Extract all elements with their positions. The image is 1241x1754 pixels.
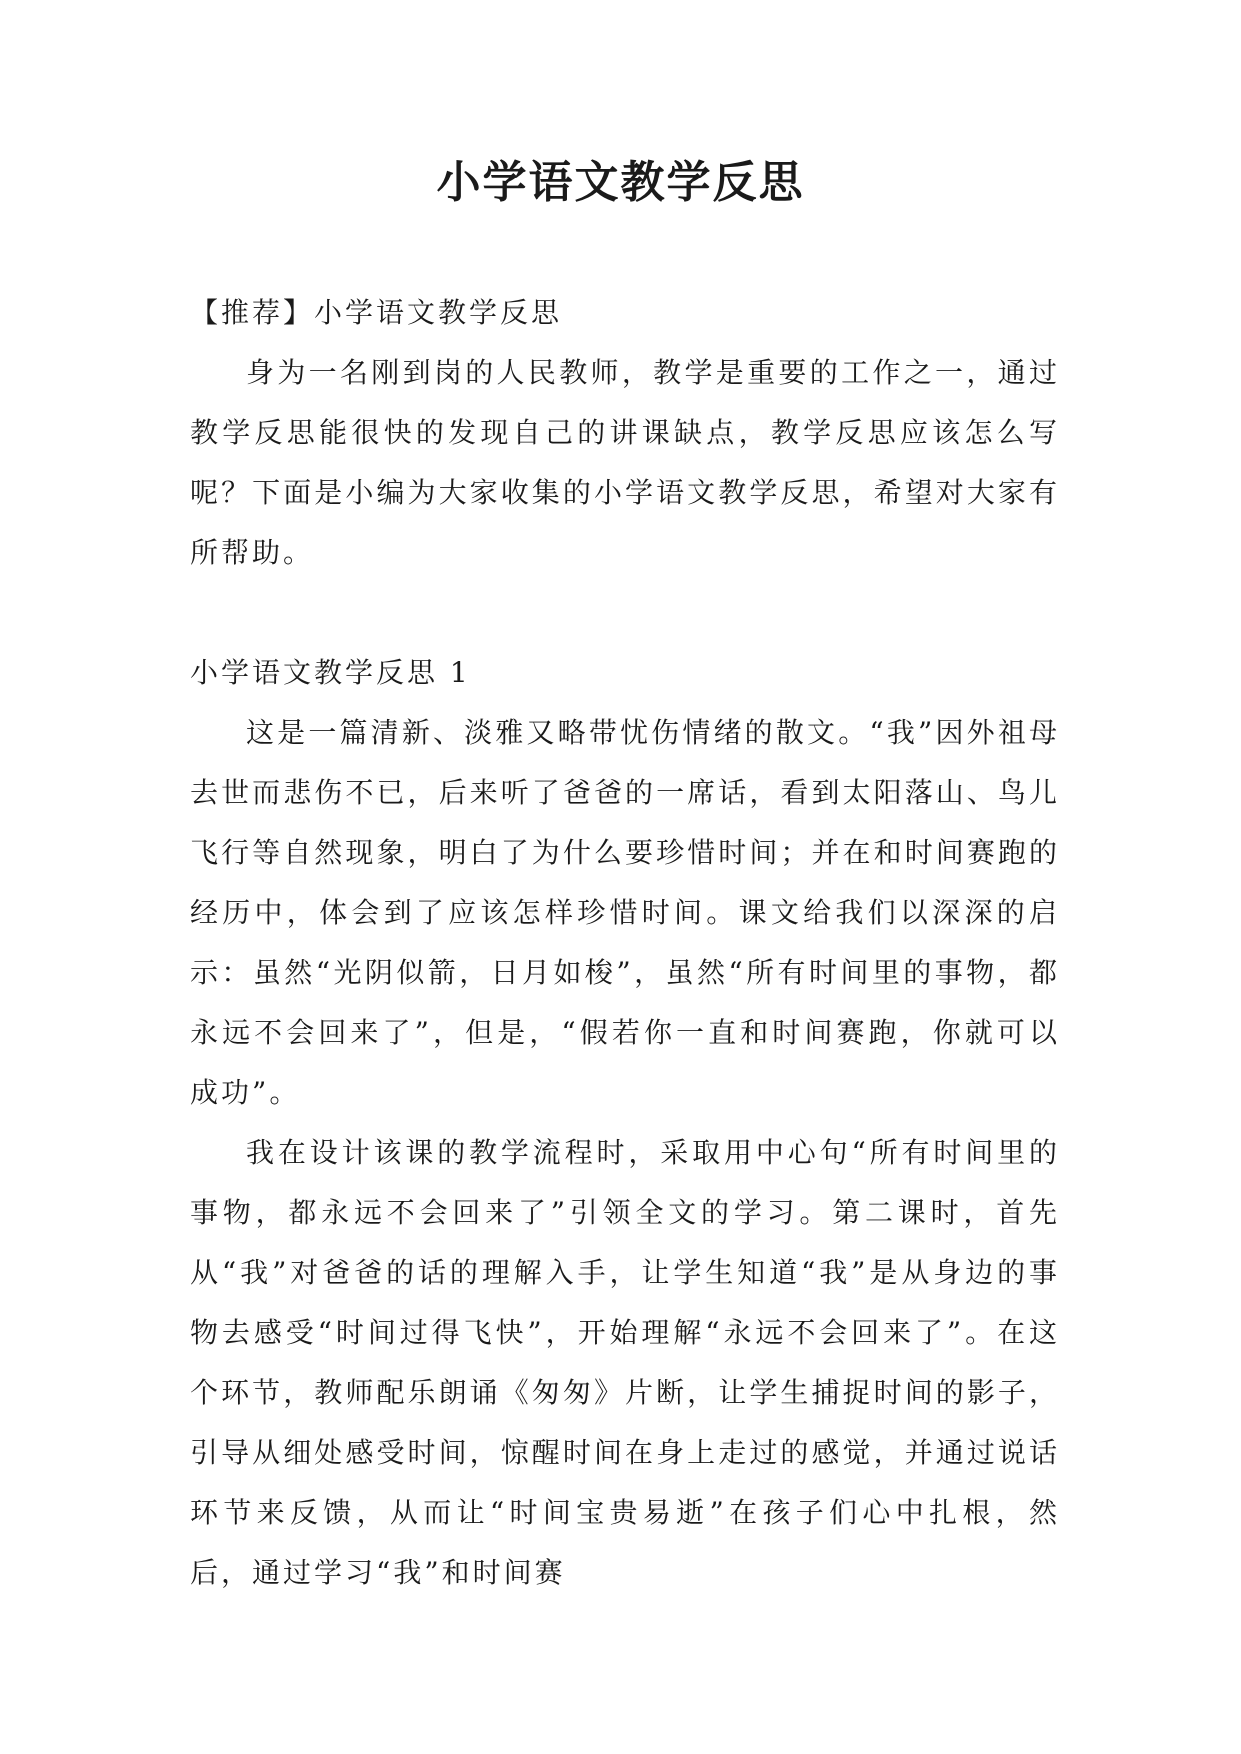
intro-paragraph: 身为一名刚到岗的人民教师，教学是重要的工作之一，通过教学反思能很快的发现自己的讲课缺点，教学反思应该怎么写呢？下面是小编为大家收集的小学语文教学反思，希望对大家有所帮助。 [190,356,1060,569]
document-title: 小学语文教学反思 [436,157,805,208]
recommend-line: 【推荐】小学语文教学反思 [190,296,563,329]
section-paragraph: 我在设计该课的教学流程时，采取用中心句“所有时间里的事物，都永远不会回来了”引领全文的学习。第二课时，首先从“我”对爸爸的话的理解入手，让学生知道“我”是从身边的事物去感受“时间过得飞快”，开始理解“永远不会回来了”。在这个环节，教师配乐朗诵《匆匆》片断，让学生捕捉时间的影子，引导从细处感受时间，惊醒时间在身上走过的感觉，并通过说话环节来反馈，从而让“时间宝贵易逝”在孩子们心中扎根，然后，通过学习“我”和时间赛 [190,1136,1060,1589]
section-paragraph: 这是一篇清新、淡雅又略带忧伤情绪的散文。“我”因外祖母去世而悲伤不已，后来听了爸爸的一席话，看到太阳落山、鸟儿飞行等自然现象，明白了为什么要珍惜时间；并在和时间赛跑的经历中，体会到了应该怎样珍惜时间。课文给我们以深深的启示：虽然“光阴似箭，日月如梭”，虽然“所有时间里的事物，都永远不会回来了”，但是，“假若你一直和时间赛跑，你就可以成功”。 [190,716,1060,1109]
section-heading: 小学语文教学反思 1 [190,656,471,689]
document-body [190,283,1060,1603]
